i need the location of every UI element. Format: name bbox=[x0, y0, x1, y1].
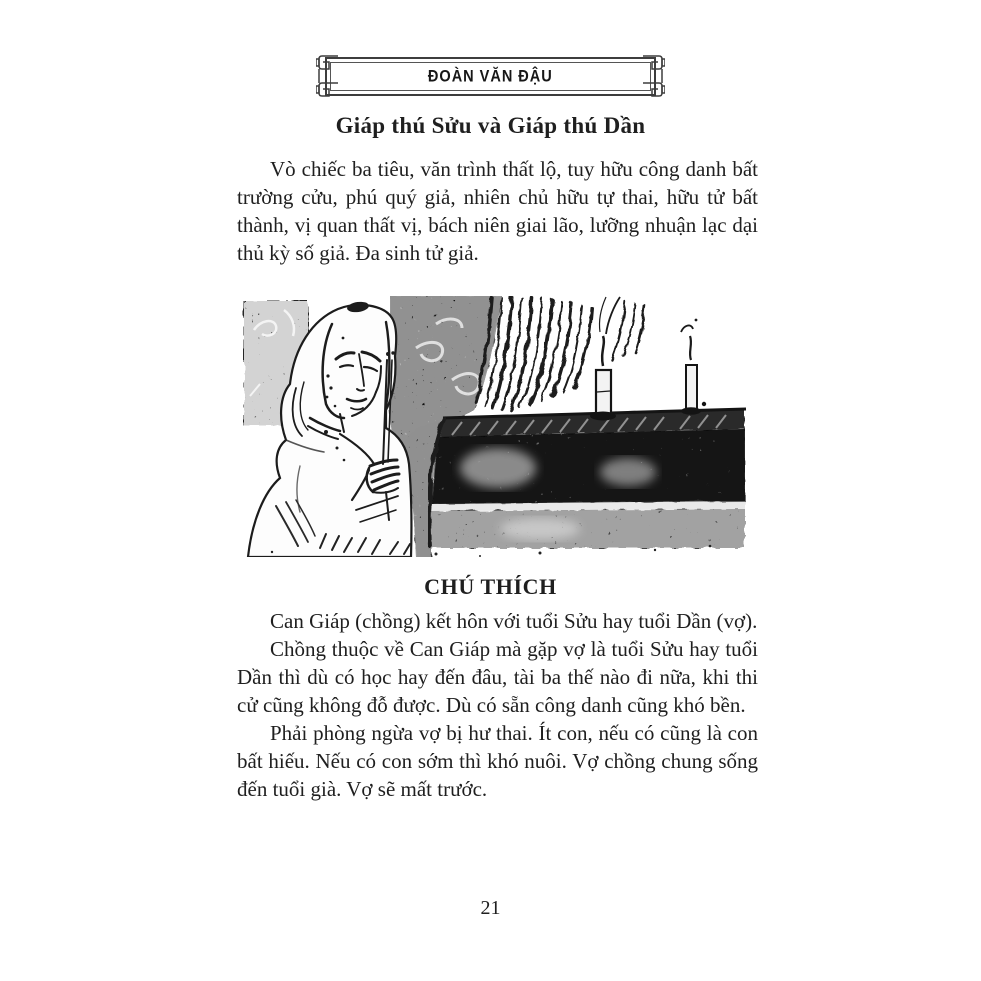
notes-section bbox=[237, 607, 758, 803]
note-paragraph-3: Phải phòng ngừa vợ bị hư thai. Ít con, nếu có cũng là con bất hiếu. Nếu có con sớm thì khó nuôi. Vợ chồng chung sống đến tuổi già. Vợ sẽ mất trước. bbox=[237, 721, 758, 801]
note-paragraph-1: Can Giáp (chồng) kết hôn với tuổi Sửu hay tuổi Dần (vợ). bbox=[270, 609, 758, 633]
coffin bbox=[428, 409, 746, 548]
woodcut-illustration bbox=[240, 296, 748, 557]
intro-paragraph: Vò chiếc ba tiêu, văn trình thất lộ, tuy hữu công danh bất trường cửu, phú quý giả, nhiên chủ hữu tự thai, hữu tử bất thành, vị quan thất vị, bách niên giai lão, lưỡng nhuận lạc dại thủ kỳ số giả. Đa sinh tử giả. bbox=[237, 157, 758, 265]
intro-block bbox=[237, 155, 758, 267]
banner-knot-ornament-left bbox=[316, 53, 338, 99]
chapter-title: Giáp thú Sửu và Giáp thú Dần bbox=[335, 113, 646, 138]
page-number: 21 bbox=[480, 897, 501, 919]
author-name: ĐOÀN VĂN ĐẬU bbox=[428, 67, 553, 86]
banner-inner-border bbox=[330, 62, 651, 91]
banner-knot-ornament-right bbox=[643, 53, 665, 99]
note-paragraph-2: Chồng thuộc về Can Giáp mà gặp vợ là tuổi Sửu hay tuổi Dần thì dù có học hay đến đâu, tài ba thế nào đi nữa, khi thi cử cũng không đỗ được. Dù có sẵn công danh cũng khó bền. bbox=[237, 637, 758, 717]
notes-heading: CHÚ THÍCH bbox=[424, 574, 557, 599]
author-banner bbox=[325, 57, 656, 96]
banner-border bbox=[325, 57, 656, 96]
